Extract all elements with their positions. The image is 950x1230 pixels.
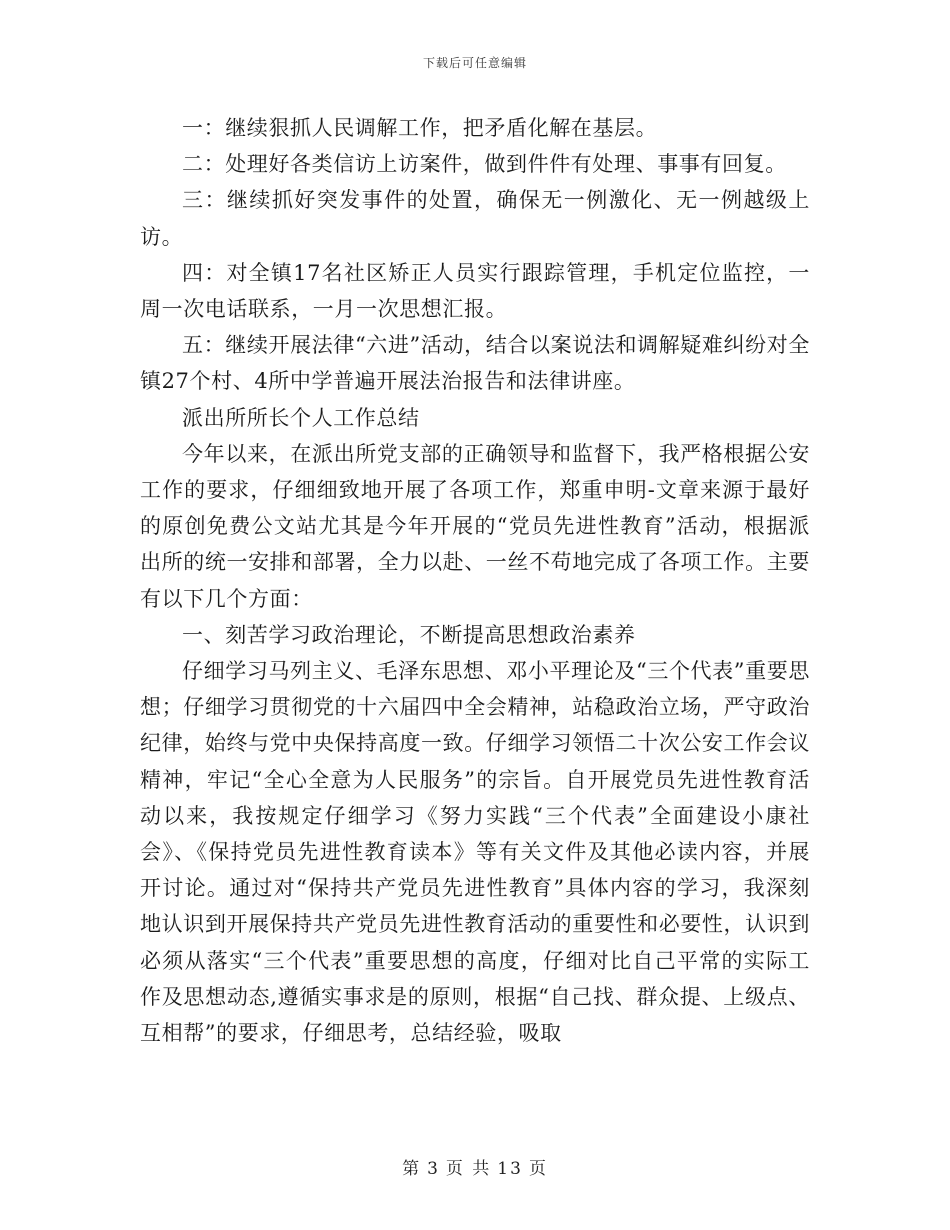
current-page-number: 3 bbox=[427, 1159, 440, 1179]
page-footer bbox=[0, 1154, 950, 1179]
paragraph-4: 四：对全镇17名社区矫正人员实行跟踪管理，手机定位监控，一周一次电话联系，一月一次思想汇报。 bbox=[140, 260, 810, 322]
footer-prefix: 第 bbox=[402, 1159, 422, 1179]
paragraph-9: 仔细学习马列主义、毛泽东思想、邓小平理论及“三个代表”重要思想；仔细学习贯彻党的十六届四中全会精神，站稳政治立场，严守政治纪律，始终与党中央保持高度一致。仔细学习领悟二十次公安工作会议精神，牢记“全心全意为人民服务”的宗旨。自开展党员先进性教育活动以来，我按规定仔细学习《努力实践“三个代表”全面建设小康社会》、《保持党员先进性教育读本》等有关文件及其他必读内容，并展开讨论。通过对“保持共产党员先进性教育”具体内容的学习，我深刻地认识到开展保持共产党员先进性教育活动的重要性和必要性，认识到必须从落实“三个代表”重要思想的高度，仔细对比自己平常的实际工作及思想动态,遵循实事求是的原则，根据“自己找、群众提、上级点、互相帮”的要求，仔细思考，总结经验，吸取 bbox=[140, 659, 810, 1046]
paragraph-2: 二：处理好各类信访上访案件，做到件件有处理、事事有回复。 bbox=[182, 152, 787, 177]
document-body bbox=[140, 110, 810, 1051]
paragraph-1: 一：继续狠抓人民调解工作，把矛盾化解在基层。 bbox=[182, 116, 658, 140]
footer-middle: 页 共 bbox=[445, 1159, 492, 1179]
paragraph-5: 五：继续开展法律“六进”活动，结合以案说法和调解疑难纠纷对全镇27个村、4所中学普遍开展法治报告和法律讲座。 bbox=[140, 333, 810, 394]
page-header: 下载后可任意编辑 bbox=[422, 56, 527, 70]
total-pages-number: 13 bbox=[497, 1159, 523, 1179]
footer-suffix: 页 bbox=[528, 1159, 548, 1179]
section-heading-1: 一、刻苦学习政治理论，不断提高思想政治素养 bbox=[182, 622, 636, 647]
section-title: 派出所所长个人工作总结 bbox=[182, 405, 420, 430]
paragraph-3: 三：继续抓好突发事件的处置，确保无一例激化、无一例越级上访。 bbox=[140, 188, 810, 249]
paragraph-7: 今年以来，在派出所党支部的正确领导和监督下，我严格根据公安工作的要求，仔细细致地开展了各项工作，郑重申明-文章来源于最好的原创免费公文站尤其是今年开展的“党员先进性教育”活动，根据派出所的统一安排和部署，全力以赴、一丝不苟地完成了各项工作。主要有以下几个方面： bbox=[140, 441, 810, 611]
